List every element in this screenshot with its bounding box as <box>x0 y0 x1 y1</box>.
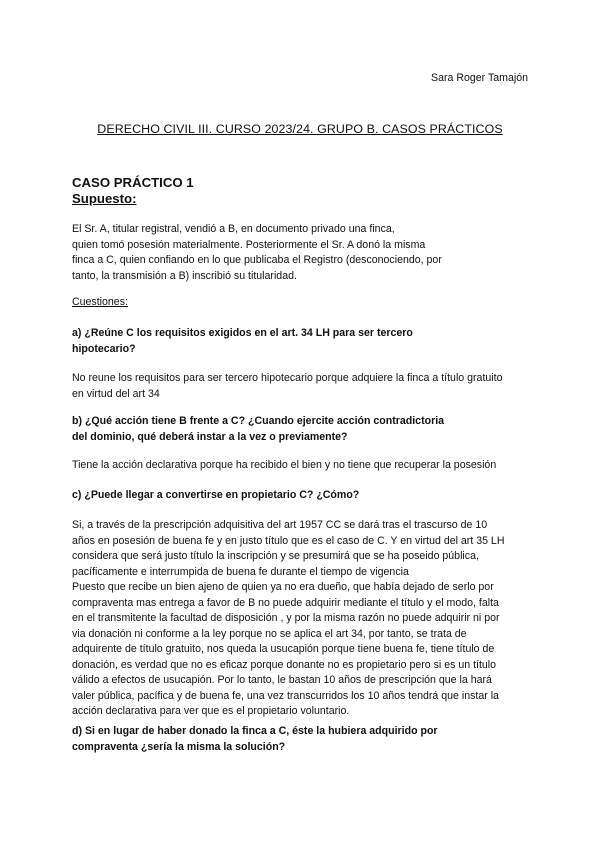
supuesto-line: tanto, la transmisión a B) inscribió su titularidad. <box>72 269 297 282</box>
answer-c-line: valer pública, pacífica y de buena fe, una vez transcurridos los 10 años tendrá que instar la <box>72 689 499 702</box>
question-a <box>72 326 530 357</box>
answer-b-line: Tiene la acción declarativa porque ha recibido el bien y no tiene que recuperar la posesión <box>72 459 497 471</box>
answer-c-line: válido a efectos de usucapión. Por lo tanto, le bastan 10 años de prescripción que la hará <box>72 674 492 686</box>
answer-c-line: donación, es verdad que no es eficaz porque donante no es propietario pero si es un título <box>72 658 497 671</box>
answer-c-line: Si, a través de la prescripción adquisitiva del art 1957 CC se dará tras el trascurso de 10 <box>72 519 488 531</box>
question-c <box>72 488 530 504</box>
answer-c-line: acción declarativa para ver que es el propietario voluntario. <box>72 705 350 717</box>
answer-b <box>72 458 530 474</box>
supuesto-line: finca a C, quien confiando en lo que publicaba el Registro (desconociendo, por <box>72 254 442 266</box>
question-b-line: del dominio, qué deberá instar a la vez o previamente? <box>72 430 348 443</box>
author-name: Sara Roger Tamajón <box>431 72 528 84</box>
answer-c-line: pacíficamente e interrumpida de buena fe durante el tiempo de vigencia <box>72 565 409 578</box>
answer-c-line: Puesto que recibe un bien ajeno de quien ya no era dueño, que había dejado de serlo por <box>72 581 494 593</box>
question-b <box>72 414 530 445</box>
supuesto-line: El Sr. A, titular registral, vendió a B, en documento privado una finca, <box>72 223 395 235</box>
supuesto-paragraph <box>72 222 530 284</box>
supuesto-line: quien tomó posesión materialmente. Posteriormente el Sr. A donó la misma <box>72 238 426 251</box>
question-a-line: hipotecario? <box>72 342 136 355</box>
answer-c <box>72 518 530 720</box>
case-title: CASO PRÁCTICO 1 <box>72 175 194 190</box>
answer-a <box>72 371 530 402</box>
answer-a-line: No reune los requisitos para ser tercero hipotecario porque adquiere la finca a título gratuito <box>72 372 503 384</box>
question-b-line: b) ¿Qué acción tiene B frente a C? ¿Cuando ejercite acción contradictoria <box>72 415 445 427</box>
question-d-line: compraventa ¿sería la misma la solución? <box>72 740 286 753</box>
answer-c-line: compraventa mas entrega a favor de B no puede adquirir mediante el título y el modo, falta <box>72 596 499 609</box>
question-a-line: a) ¿Reúne C los requisitos exigidos en el art. 34 LH para ser tercero <box>72 327 413 339</box>
answer-a-line: en virtud del art 34 <box>72 387 160 400</box>
document-title: DERECHO CIVIL III. CURSO 2023/24. GRUPO B. CASOS PRÁCTICOS <box>97 122 503 136</box>
question-d-line: d) Si en lugar de haber donado la finca a C, éste la hubiera adquirido por <box>72 725 438 737</box>
answer-c-line: via donación ni conforme a la ley porque no se aplica el art 34, por tanto, se trata de <box>72 627 467 640</box>
cuestiones-heading: Cuestiones: <box>72 296 128 308</box>
question-d <box>72 724 530 755</box>
question-c-line: c) ¿Puede llegar a convertirse en propietario C? ¿Cómo? <box>72 489 360 501</box>
answer-c-line: adquirente de título gratuito, nos queda la usucapión porque tiene buena fe, tiene título de <box>72 643 495 655</box>
answer-c-line: años en posesión de buena fe y en justo título que es el caso de C. Y en virtud del art 35 LH <box>72 534 505 547</box>
answer-c-line: en el transmitente la facultad de disposición , y por la misma razón no puede adquirir ni por <box>72 612 500 624</box>
supuesto-heading: Supuesto: <box>72 191 137 206</box>
answer-c-line: considera que será justo título la inscripción y se presumirá que se ha poseido pública, <box>72 550 479 562</box>
